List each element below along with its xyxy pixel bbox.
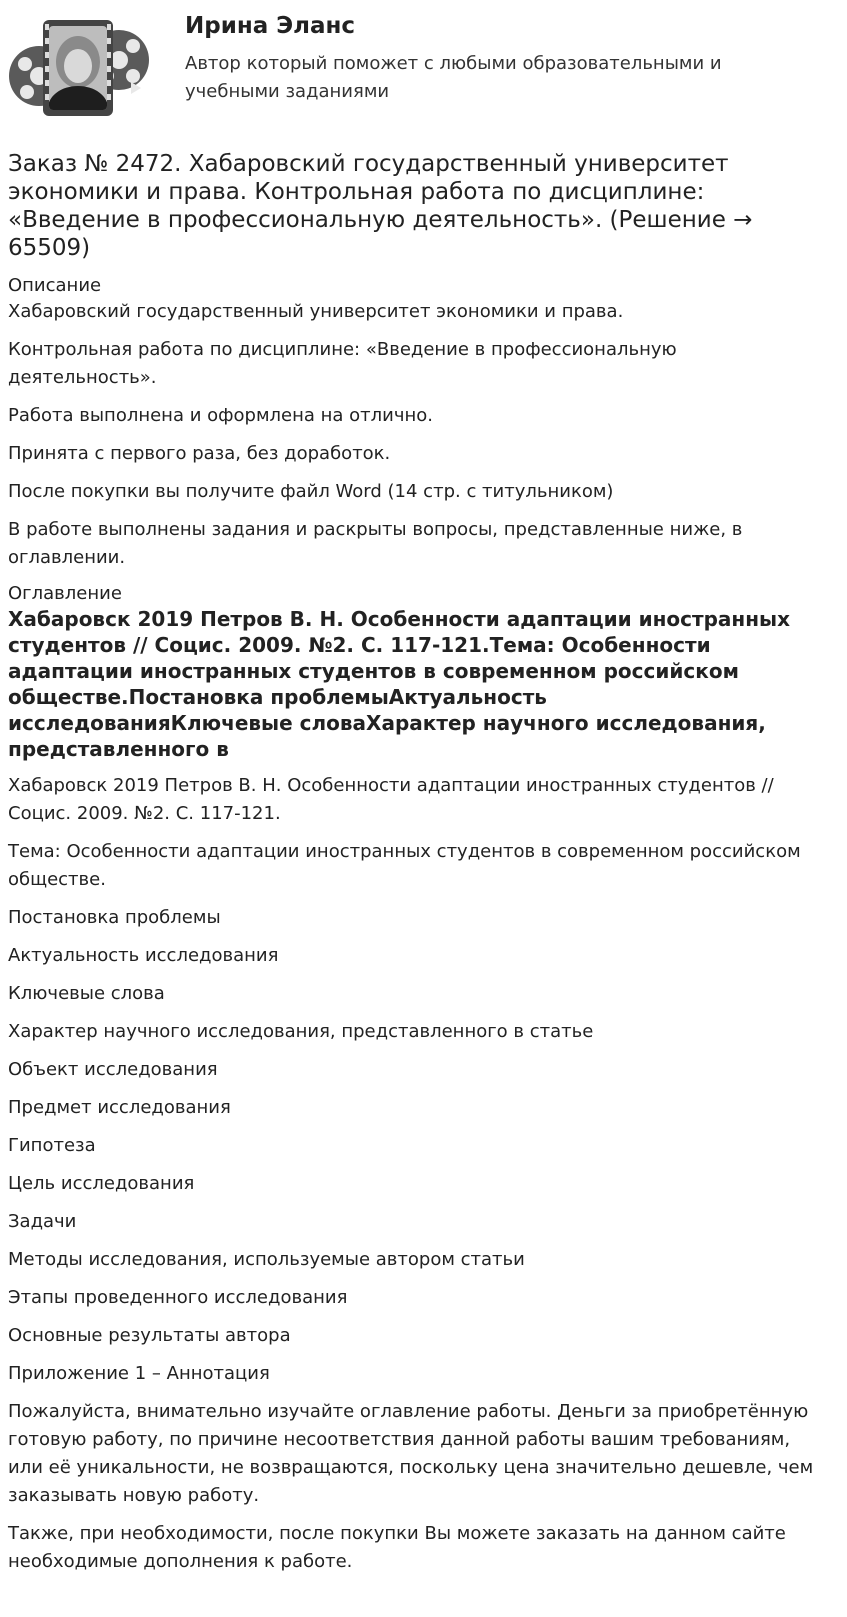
toc-item: Задачи <box>8 1211 77 1232</box>
author-description: Автор который поможет с любыми образовательными и учебными заданиями <box>185 53 722 102</box>
description-paragraph: После покупки вы получите файл Word (14 стр. с титульником) <box>8 481 614 502</box>
additions-notice: Также, при необходимости, после покупки Вы можете заказать на данном сайте необходимые дополнения к работе. <box>8 1523 786 1572</box>
toc-item: Цель исследования <box>8 1173 195 1194</box>
toc-item: Актуальность исследования <box>8 945 279 966</box>
description-paragraph: Принята с первого раза, без доработок. <box>8 443 391 464</box>
toc-item: Предмет исследования <box>8 1097 231 1118</box>
refund-notice: Пожалуйста, внимательно изучайте оглавление работы. Деньги за приобретённую готовую работу, по причине несоответствия данной работы вашим требованиям, или её уникальности, не возвращаются, поскольку цена значительно дешевле, чем заказывать новую работу. <box>8 1401 814 1506</box>
description-paragraph: Хабаровский государственный университет экономики и права. <box>8 301 624 322</box>
author-name[interactable]: Ирина Эланс <box>185 13 356 39</box>
toc-item: Характер научного исследования, представленного в статье <box>8 1021 594 1042</box>
description-paragraph: Работа выполнена и оформлена на отлично. <box>8 405 434 426</box>
toc-list <box>8 772 839 1388</box>
toc-item: Приложение 1 – Аннотация <box>8 1363 270 1384</box>
toc-item: Основные результаты автора <box>8 1325 291 1346</box>
film-reel-avatar-icon <box>7 8 149 126</box>
description-label: Описание <box>8 275 102 296</box>
order-title: Заказ № 2472. Хабаровский государственный университет экономики и права. Контрольная работа по дисциплине: «Введение в профессиональную деятельность». (Решение → 65509) <box>8 151 753 261</box>
main-content <box>0 150 847 1576</box>
description-paragraph: Контрольная работа по дисциплине: «Введение в профессиональную деятельность». <box>8 339 677 388</box>
toc-heading: Хабаровск 2019 Петров В. Н. Особенности адаптации иностранных студентов // Социс. 2009. №2. С. 117-121.Тема: Особенности адаптации иностранных студентов в современном российском обществе.Постановка проблемыАктуальность исследованияКлючевые словаХарактер научного исследования, представленного в <box>8 607 791 761</box>
toc-item: Методы исследования, используемые автором статьи <box>8 1249 525 1270</box>
description-paragraph: В работе выполнены задания и раскрыты вопросы, представленные ниже, в оглавлении. <box>8 519 743 568</box>
toc-item: Постановка проблемы <box>8 907 221 928</box>
toc-item: Гипотеза <box>8 1135 96 1156</box>
author-header <box>0 0 847 140</box>
description-section <box>8 298 839 572</box>
toc-item: Объект исследования <box>8 1059 218 1080</box>
toc-item: Ключевые слова <box>8 983 165 1004</box>
notes-section <box>8 1398 839 1576</box>
toc-item: Тема: Особенности адаптации иностранных студентов в современном российском обществе. <box>8 841 801 890</box>
toc-item: Хабаровск 2019 Петров В. Н. Особенности адаптации иностранных студентов // Социс. 2009. №2. С. 117-121. <box>8 775 774 824</box>
toc-item: Этапы проведенного исследования <box>8 1287 348 1308</box>
author-avatar[interactable] <box>7 8 149 126</box>
toc-label: Оглавление <box>8 583 122 604</box>
